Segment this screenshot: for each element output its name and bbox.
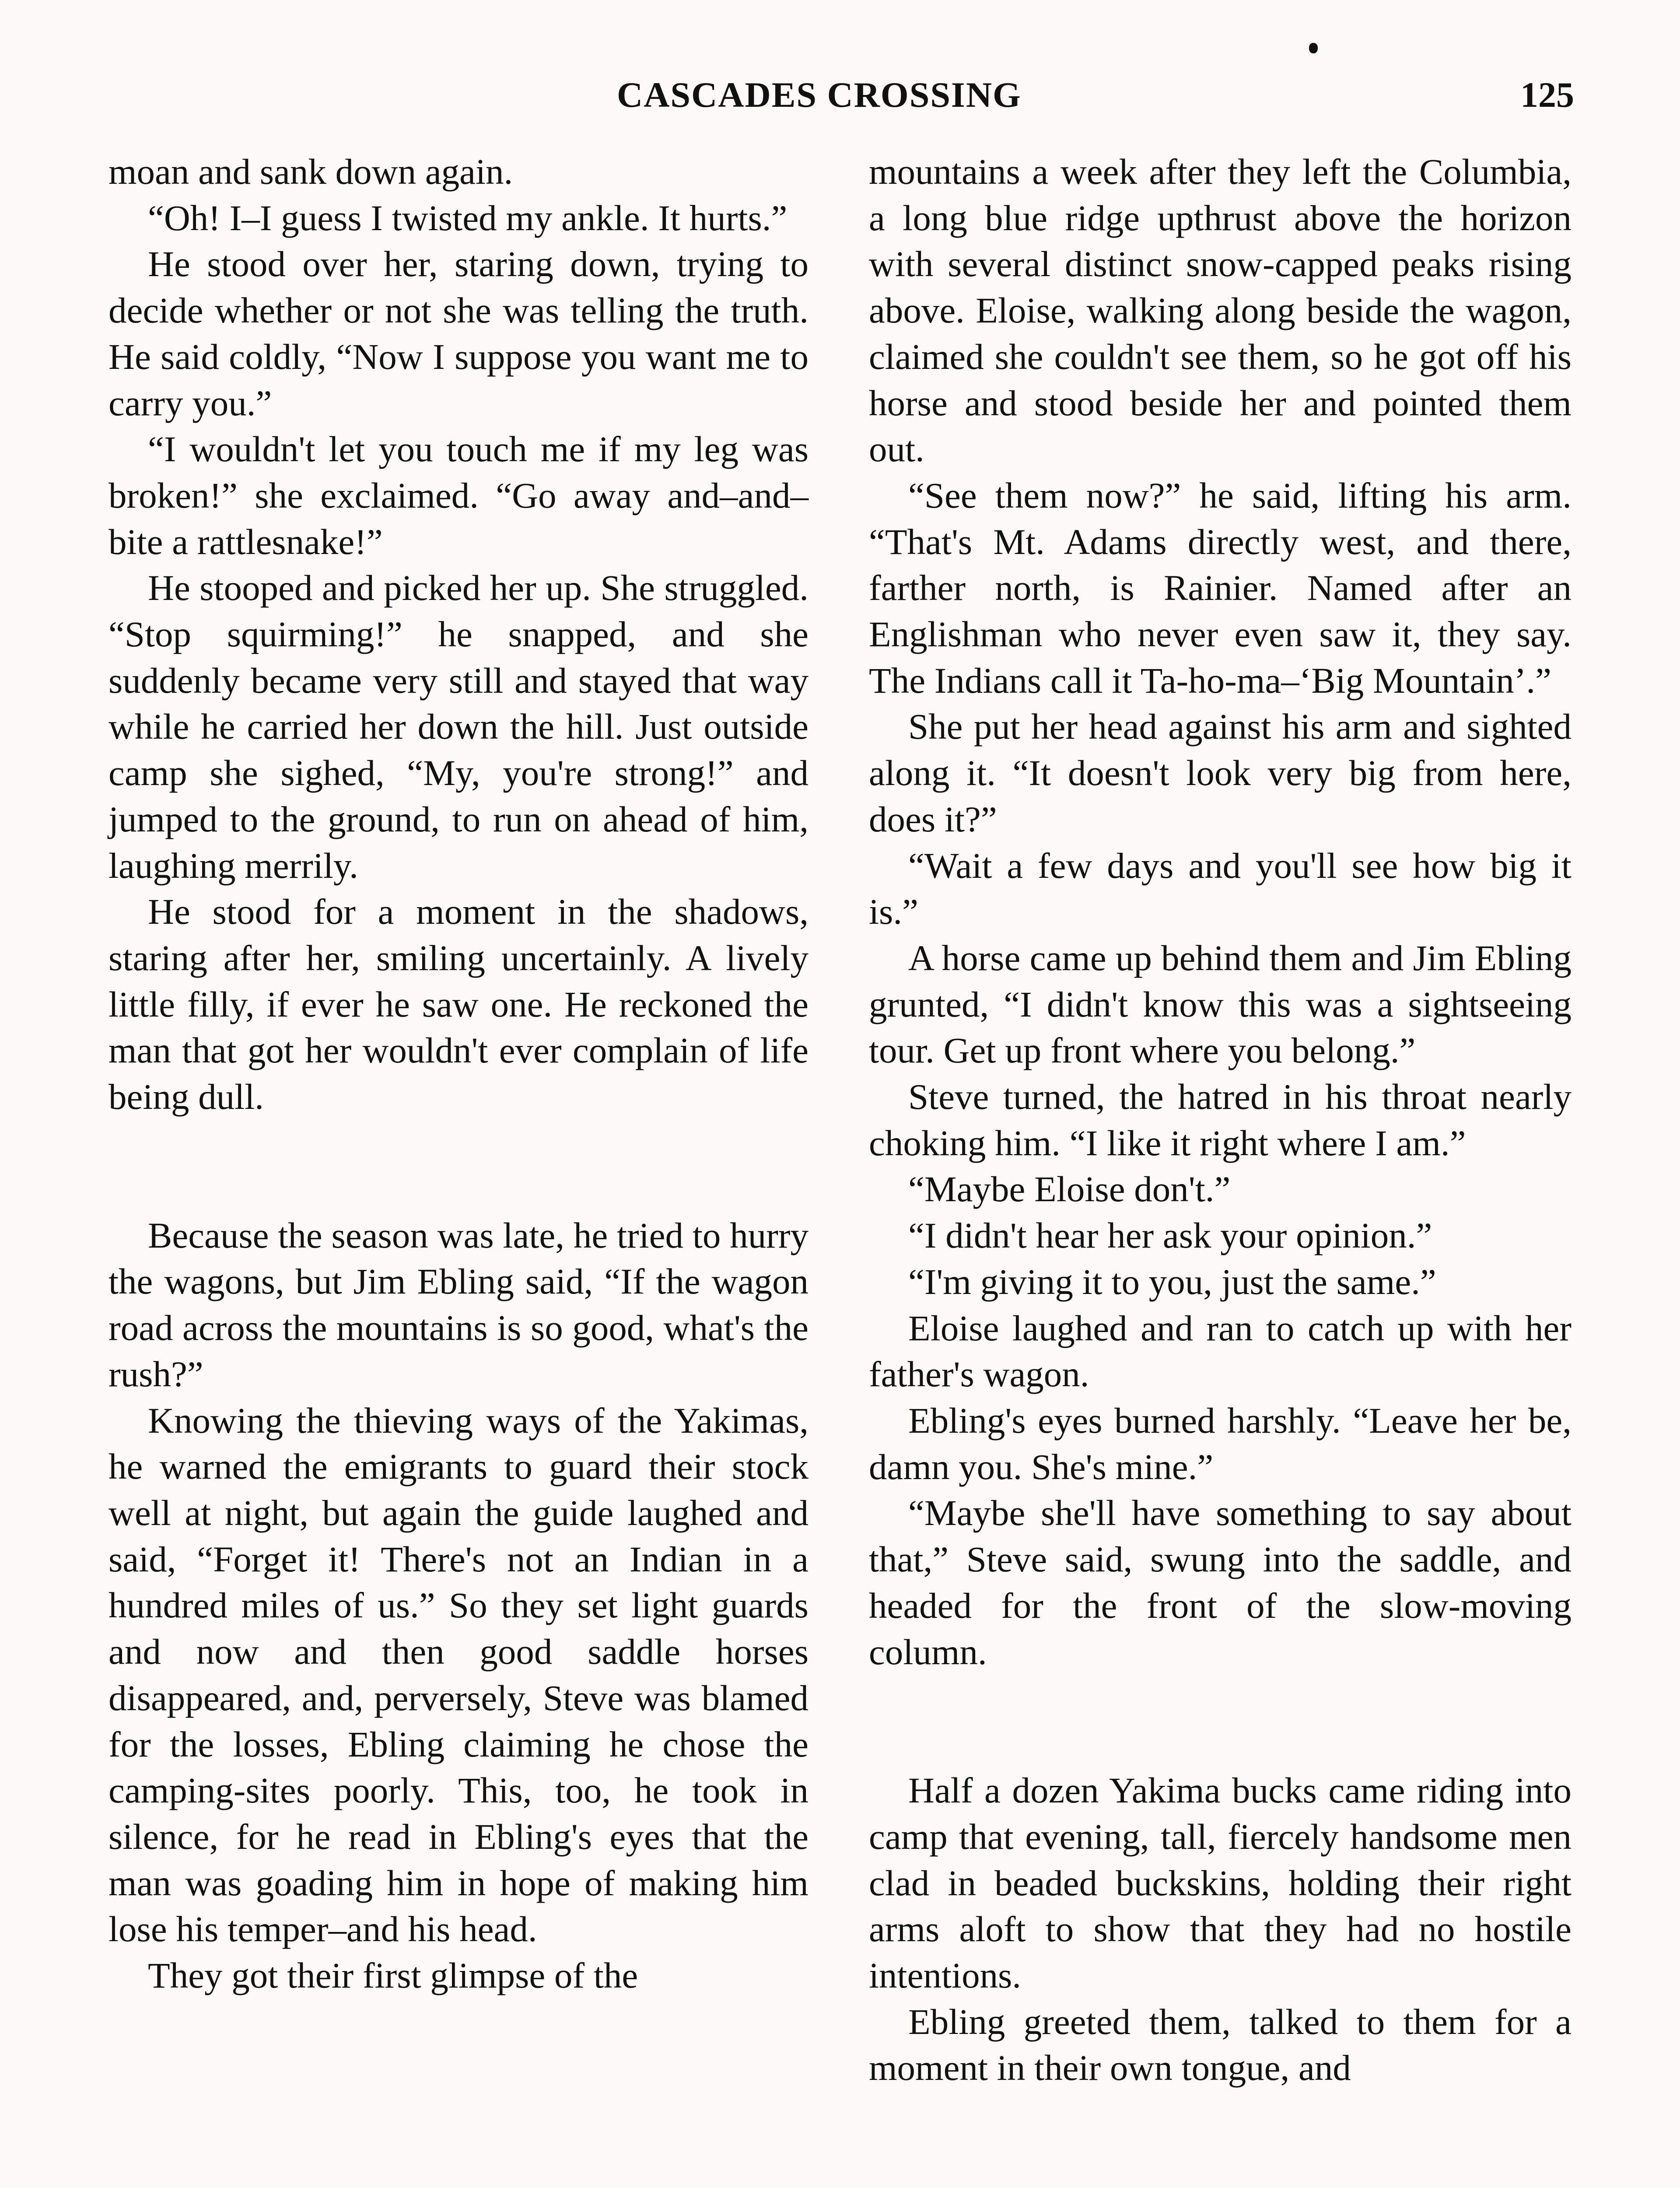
- running-title: CASCADES CROSSING: [617, 75, 1022, 115]
- paragraph: mountains a week after they left the Columbia, a long blue ridge upthrust above the horizon with several distinct snow-capped peaks rising above. Eloise, walking along beside the wagon, claimed she couldn't see them, so he got off his horse and stood beside her and pointed them out.: [869, 151, 1572, 470]
- paragraph: He stood over her, staring down, trying to decide whether or not she was telling the truth. He said coldly, “Now I suppose you want me to carry you.”: [108, 244, 808, 423]
- paragraph: “See them now?” he said, lifting his arm. “That's Mt. Adams directly west, and there, farther north, is Rainier. Named after an Englishman who never even saw it, they say. The Indians call it Ta-ho-ma–‘Big Mountain’.”: [869, 475, 1572, 701]
- paragraph: “Oh! I–I guess I twisted my ankle. It hurts.”: [148, 197, 788, 238]
- paragraph: Because the season was late, he tried to hurry the wagons, but Jim Ebling said, “If the wagon road across the mountains is so good, what's the rush?”: [108, 1215, 808, 1394]
- ink-speck: [1309, 43, 1318, 53]
- paragraph: “Wait a few days and you'll see how big it is.”: [869, 845, 1572, 932]
- paragraph: Knowing the thieving ways of the Yakimas, he warned the emigrants to guard their stock well at night, but again the guide laughed and said, “Forget it! There's not an Indian in a hundred miles of us.” So they set light guards and now and then good saddle horses disappeared, and, perversely, Steve was blamed for the losses, Ebling claiming he chose the camping-sites poorly. This, too, he took in silence, for he read in Ebling's eyes that the man was goading him in hope of making him lose his temper–and his head.: [108, 1400, 808, 1950]
- left-column: [108, 149, 808, 1999]
- paragraph: “I'm giving it to you, just the same.”: [908, 1261, 1436, 1302]
- paragraph: “Maybe Eloise don't.”: [908, 1169, 1231, 1210]
- paragraph: She put her head against his arm and sighted along it. “It doesn't look very big from here, does it?”: [869, 706, 1572, 839]
- paragraph: Half a dozen Yakima bucks came riding into camp that evening, tall, fiercely handsome men clad in beaded buckskins, holding their right arms aloft to show that they had no hostile intentions.: [869, 1770, 1572, 1996]
- running-header: [0, 74, 1680, 118]
- paragraph: Steve turned, the hatred in his throat nearly choking him. “I like it right where I am.”: [869, 1076, 1572, 1163]
- paragraph: Eloise laughed and ran to catch up with her father's wagon.: [869, 1308, 1572, 1395]
- paragraph: “I didn't hear her ask your opinion.”: [908, 1215, 1432, 1256]
- paragraph: Ebling's eyes burned harshly. “Leave her be, damn you. She's mine.”: [869, 1400, 1572, 1487]
- right-column: [869, 149, 1572, 2091]
- paragraph: “Maybe she'll have something to say about that,” Steve said, swung into the saddle, and headed for the front of the slow-moving column.: [869, 1493, 1572, 1672]
- paragraph: moan and sank down again.: [108, 151, 513, 192]
- paragraph: “I wouldn't let you touch me if my leg was broken!” she exclaimed. “Go away and–and–bite a rattlesnake!”: [108, 429, 808, 562]
- paragraph: A horse came up behind them and Jim Ebling grunted, “I didn't know this was a sightseeing tour. Get up front where you belong.”: [869, 937, 1572, 1071]
- paragraph: He stooped and picked her up. She struggled. “Stop squirming!” he snapped, and she suddenly became very still and stayed that way while he carried her down the hill. Just outside camp she sighed, “My, you're strong!” and jumped to the ground, to run on ahead of him, laughing merrily.: [108, 568, 808, 886]
- paragraph: They got their first glimpse of the: [148, 1955, 638, 1996]
- page-number: 125: [1520, 75, 1574, 115]
- paragraph: He stood for a moment in the shadows, staring after her, smiling uncertainly. A lively little filly, if ever he saw one. He reckoned the man that got her wouldn't ever complain of life being dull.: [108, 891, 808, 1117]
- paragraph: Ebling greeted them, talked to them for a moment in their own tongue, and: [869, 2001, 1572, 2088]
